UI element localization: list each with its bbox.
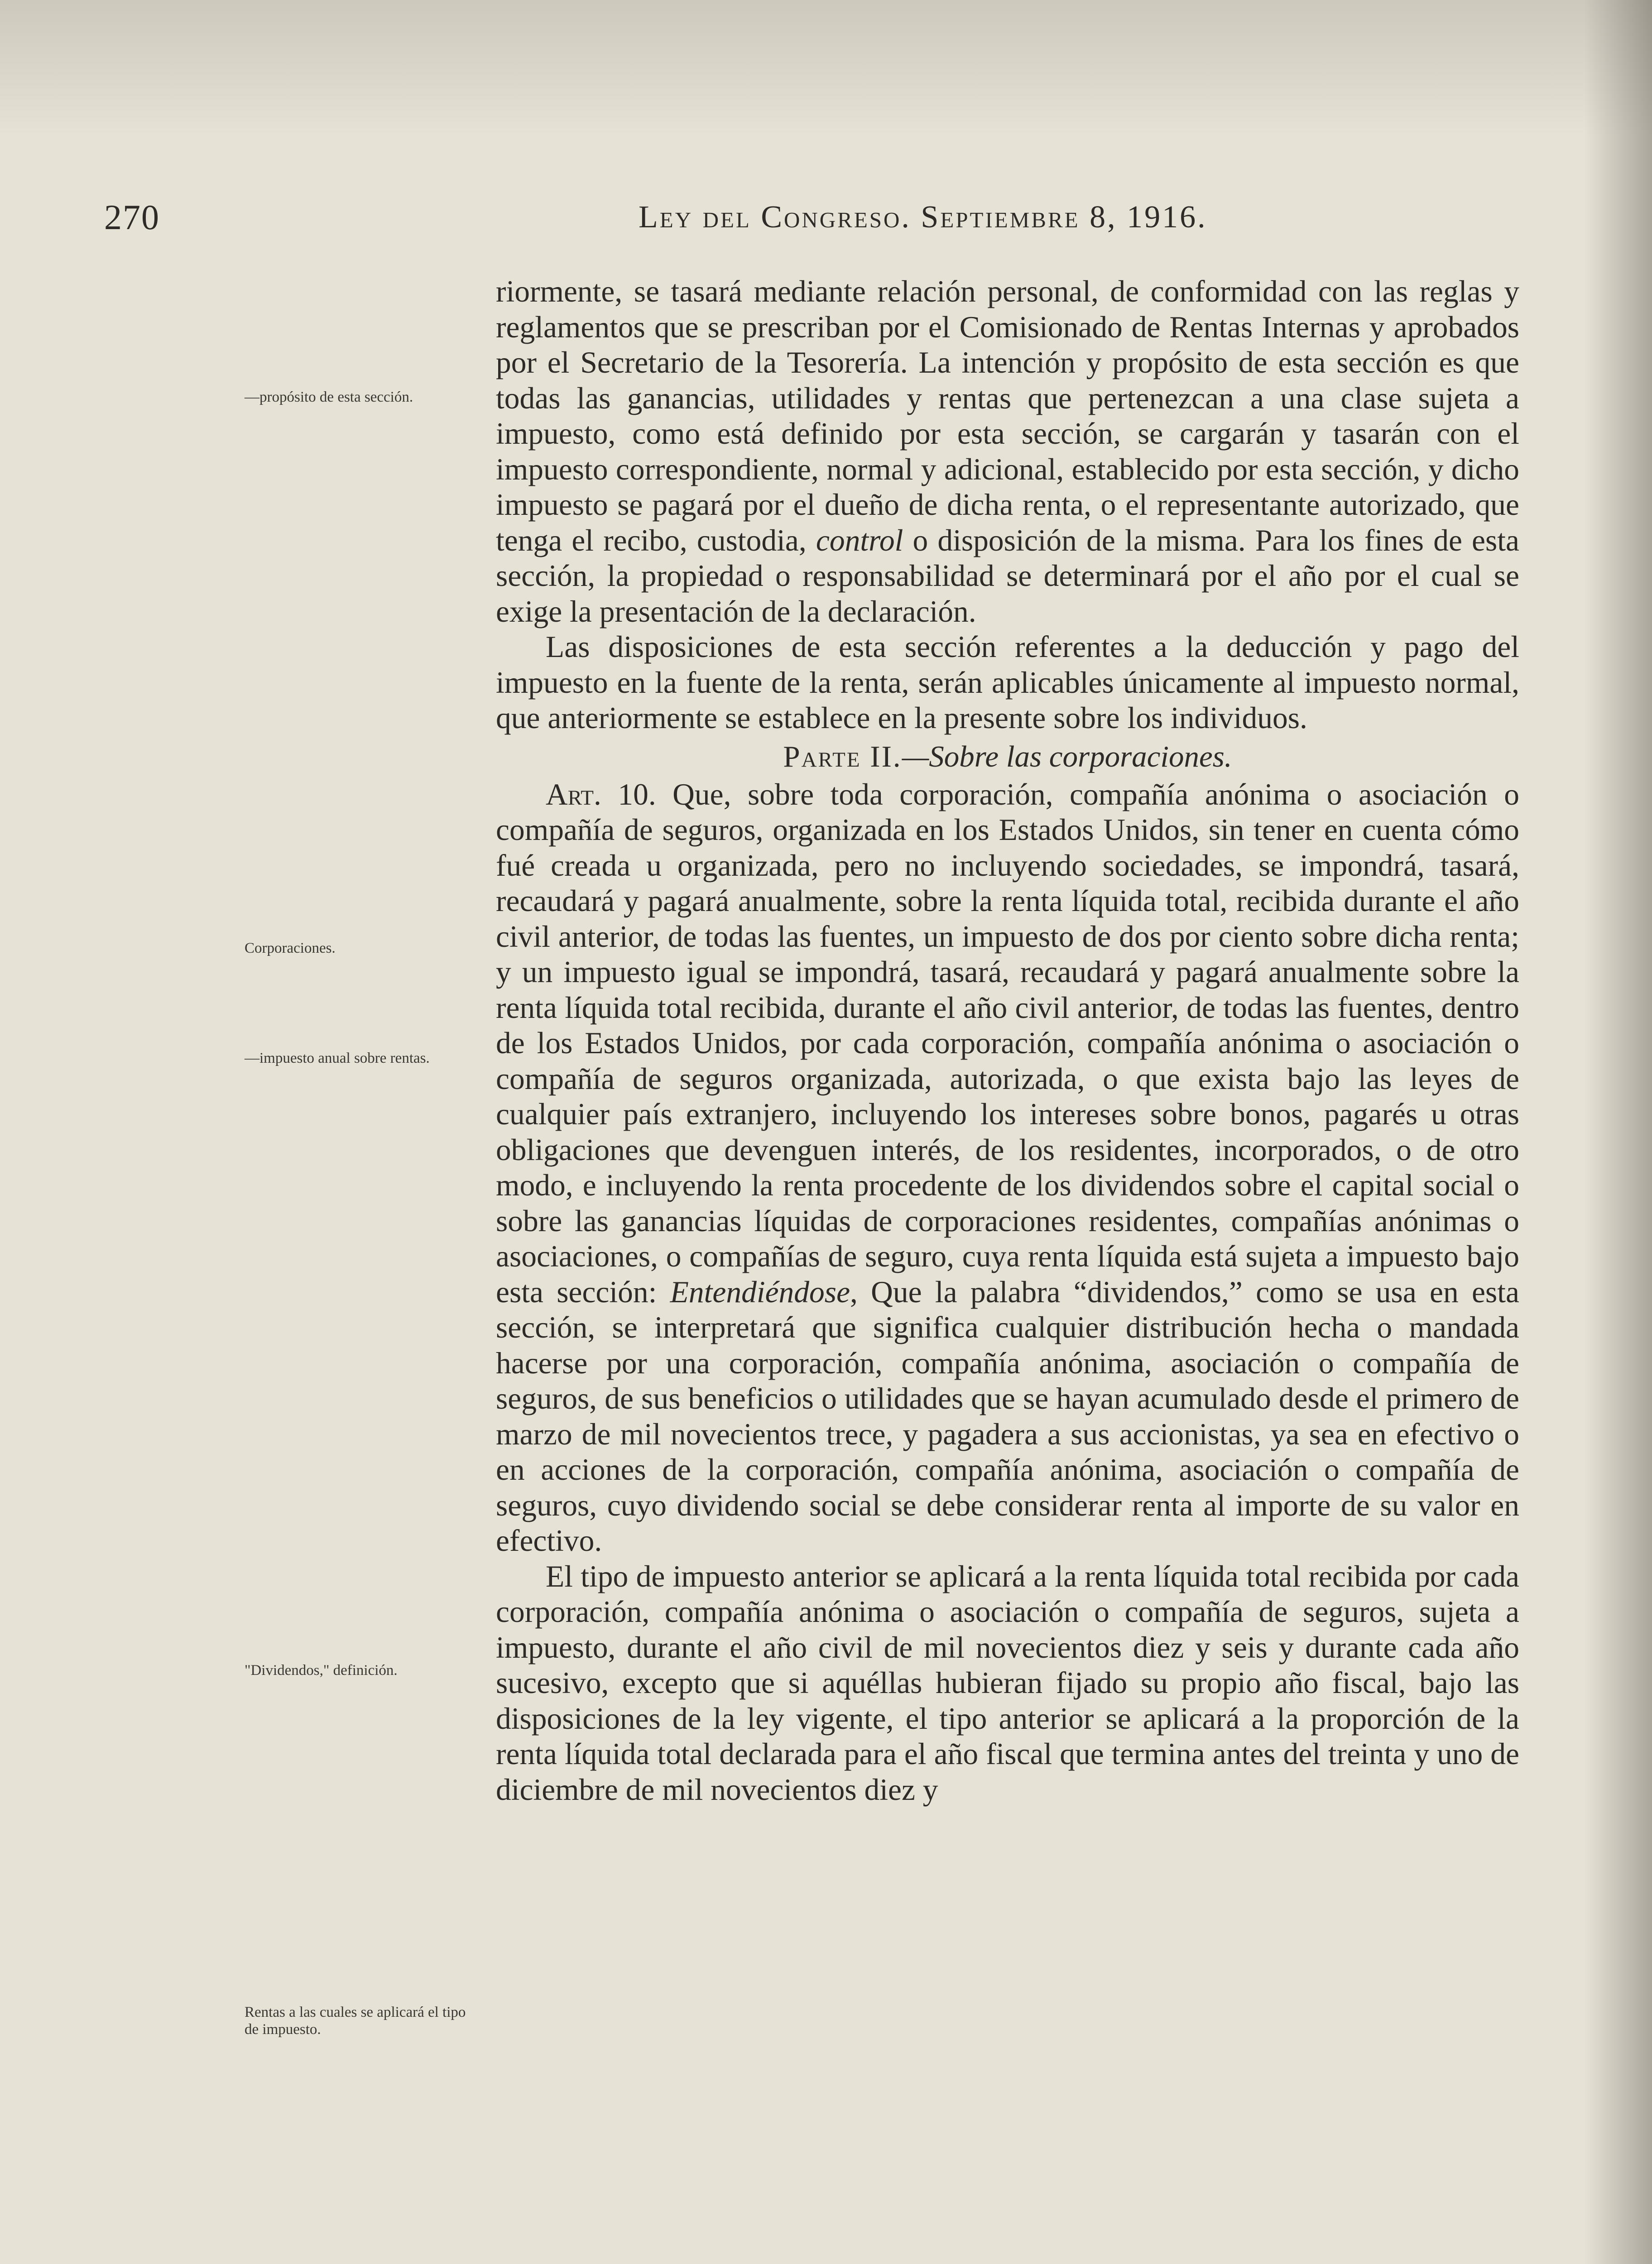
body-text [496,274,1519,1808]
margin-note-dividendos: "Dividendos," definición. [245,1662,398,1679]
running-head: Ley del Congreso. Septiembre 8, 1916. [639,200,1207,235]
section-heading: Parte II.—Sobre las corporaciones. [783,739,1232,773]
margin-note-impuesto-anual: —impuesto anual sobre rentas. [245,1050,430,1066]
margin-note-rentas: Rentas a las cuales se aplicará el tipo de impuesto. [245,2004,466,2038]
paragraph-4: El tipo de impuesto anterior se aplicará a la renta líquida total recibida por cada corporación, compañía anónima o asociación o compañía de seguros, sujeta a impuesto, durante el año civil de mil novecientos diez y seis y durante cada año sucesivo, excepto que si aquéllas hubieran fijado su propio año fiscal, bajo las disposiciones de la ley vigente, el tipo anterior se aplicará a la proporción de la renta líquida total declarada para el año fiscal que termina antes del treinta y uno de diciembre de mil novecientos diez y [496,1559,1519,1807]
paragraph-3: Art. 10. Que, sobre toda corporación, compañía anónima o asociación o compañía de seguros, organizada en los Estados Unidos, sin tener en cuenta cómo fué creada u organizada, pero no incluyendo sociedades, se impondrá, tasará, recaudará y pagará anualmente, sobre la renta líquida total, recibida durante el año civil anterior, de todas las fuentes, un impuesto de dos por ciento sobre dicha renta; y un impuesto igual se impondrá, tasará, recaudará y pagará anualmente sobre la renta líquida total recibida, durante el año civil anterior, de todas las fuentes, dentro de los Estados Unidos, por cada corporación, compañía anónima o asociación o compañía de seguros organizada, autorizada, o que exista bajo las leyes de cualquier país extranjero, incluyendo los intereses sobre bonos, pagarés u otras obligaciones que devenguen interés, de los residentes, incorporados, o de otro modo, e incluyendo la renta procedente de los dividendos sobre el capital social o sobre las ganancias líquidas de corporaciones residentes, compañías anónimas o asociaciones, o compañías de seguro, cuya renta líquida está sujeta a impuesto bajo esta sección: Entendiéndose, Que la palabra “dividendos,” como se usa en esta sección, se interpretará que significa cualquier distribución hecha o mandada hacerse por una corporación, compañía anónima, asociación o compañía de seguros, de sus beneficios o utilidades que se hayan acumulado desde el primero de marzo de mil novecientos trece, y pagadera a sus accionistas, ya sea en efectivo o en acciones de la corporación, compañía anónima, asociación o compañía de seguros, cuyo dividendo social se debe considerar renta al importe de su valor en efectivo. [496,777,1519,1558]
paragraph-2: Las disposiciones de esta sección referentes a la deducción y pago del impuesto en la fuente de la renta, serán aplicables únicamente al impuesto normal, que anteriormente se establece en la presente sobre los individuos. [496,630,1519,735]
article-number: Art. 10. [546,777,656,811]
page-header [104,195,1508,249]
margin-note-proposito: —propósito de esta sección. [245,389,413,405]
margin-note-corporaciones: Corporaciones. [245,940,336,956]
page-top-shading [0,0,1652,136]
paragraph-1: riormente, se tasará mediante relación personal, de conformidad con las reglas y reglamentos que se prescriban por el Comisionado de Rentas Internas y aprobados por el Secretario de la Tesorería. La intención y propósito de esta sección es que todas las ganancias, utilidades y rentas que pertenezcan a una clase sujeta a impuesto, como está definido por esta sección, se cargarán y tasarán con el impuesto correspondiente, normal y adicional, establecido por esta sección, y dicho impuesto se pagará por el dueño de dicha renta, o el representante autorizado, que tenga el recibo, custodia, control o disposición de la misma. Para los fines de esta sección, la propiedad o responsabilidad se determinará por el año por el cual se exige la presentación de la declaración. [496,274,1519,628]
page-number: 270 [104,197,160,237]
page-right-shading [1584,0,1652,2264]
